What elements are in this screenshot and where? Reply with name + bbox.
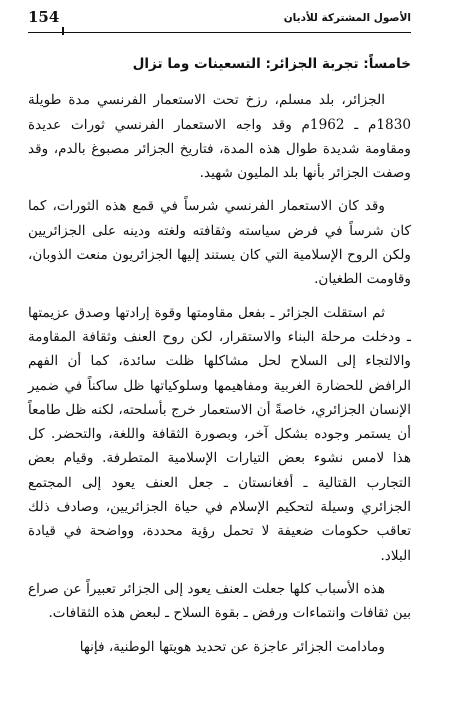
paragraph: ثم استقلت الجزائر ـ بفعل مقاومتها وقوة إرادتها وصدق عزيمتها ـ ودخلت مرحلة البناء والاستقرار، لكن روح العنف وثقافة المقاومة والالتجاء إلى السلاح لحل مشاكلها ظلت سائدة، كما أن الفهم الرافض للحضارة الغربية ومفاهيمها وسلوكياتها ظل ساكناً في ضمير الإنسان الجزائري، خاصةً أن الاستعمار خرج بأسلحته، لكنه ظل طامعاً أن يستمر وجوده بشكل آخر، وبصورة الثقافة واللغة، والتحضر. كل هذا لامس نشوء بعض التيارات الإسلامية المتطرفة. وقيام بعض التجارب القتالية ـ أفغانستان ـ جعل العنف يعود إلى المجتمع الجزائري وسيلة لتحكيم الإسلام في حياة الجزائريين، وصادف ذلك تعاقب حكومات ضعيفة لا تحمل رؤية محددة، وواضحة في قيادة البلاد. — [28, 304, 411, 564]
header-rule-tick — [62, 27, 64, 35]
page-header — [28, 8, 411, 34]
section-title: خامساً: تجربة الجزائر: التسعينات وما تزال — [132, 56, 411, 72]
paragraph: الجزائر، بلد مسلم، رزخ تحت الاستعمار الفرنسي مدة طويلة 1830م ـ 1962م وقد واجه الاستعمار الفرنسي ثورات عديدة ومقاومة شديدة طوال هذه المدة، فتاريخ الجزائر مصبوغ بالدم، وقد وصفت الجزائر بأنها بلد المليون شهيد. — [28, 92, 411, 182]
header-rule — [28, 32, 411, 33]
paragraph: ومادامت الجزائر عاجزة عن تحديد هويتها الوطنية، فإنها — [79, 638, 385, 655]
running-title: الأصول المشتركة للأديان — [283, 12, 411, 24]
paragraph: هذه الأسباب كلها جعلت العنف يعود إلى الجزائر تعبيراً عن صراع بين ثقافات وانتماءات ورفض ـ بقوة السلاح ـ لبعض هذه الثقافات. — [28, 580, 411, 622]
paragraph: وقد كان الاستعمار الفرنسي شرساً في قمع هذه الثورات، كما كان شرساً في فرض سياسته وثقافته ولغته ودينه على الجزائريين ولكن الروح الإسلامية التي كان يستند إليها الجزائريون منعت الذوبان، وقاومت الطغيان. — [28, 198, 411, 288]
page-body — [28, 52, 411, 668]
page-number: 154 — [28, 8, 60, 26]
